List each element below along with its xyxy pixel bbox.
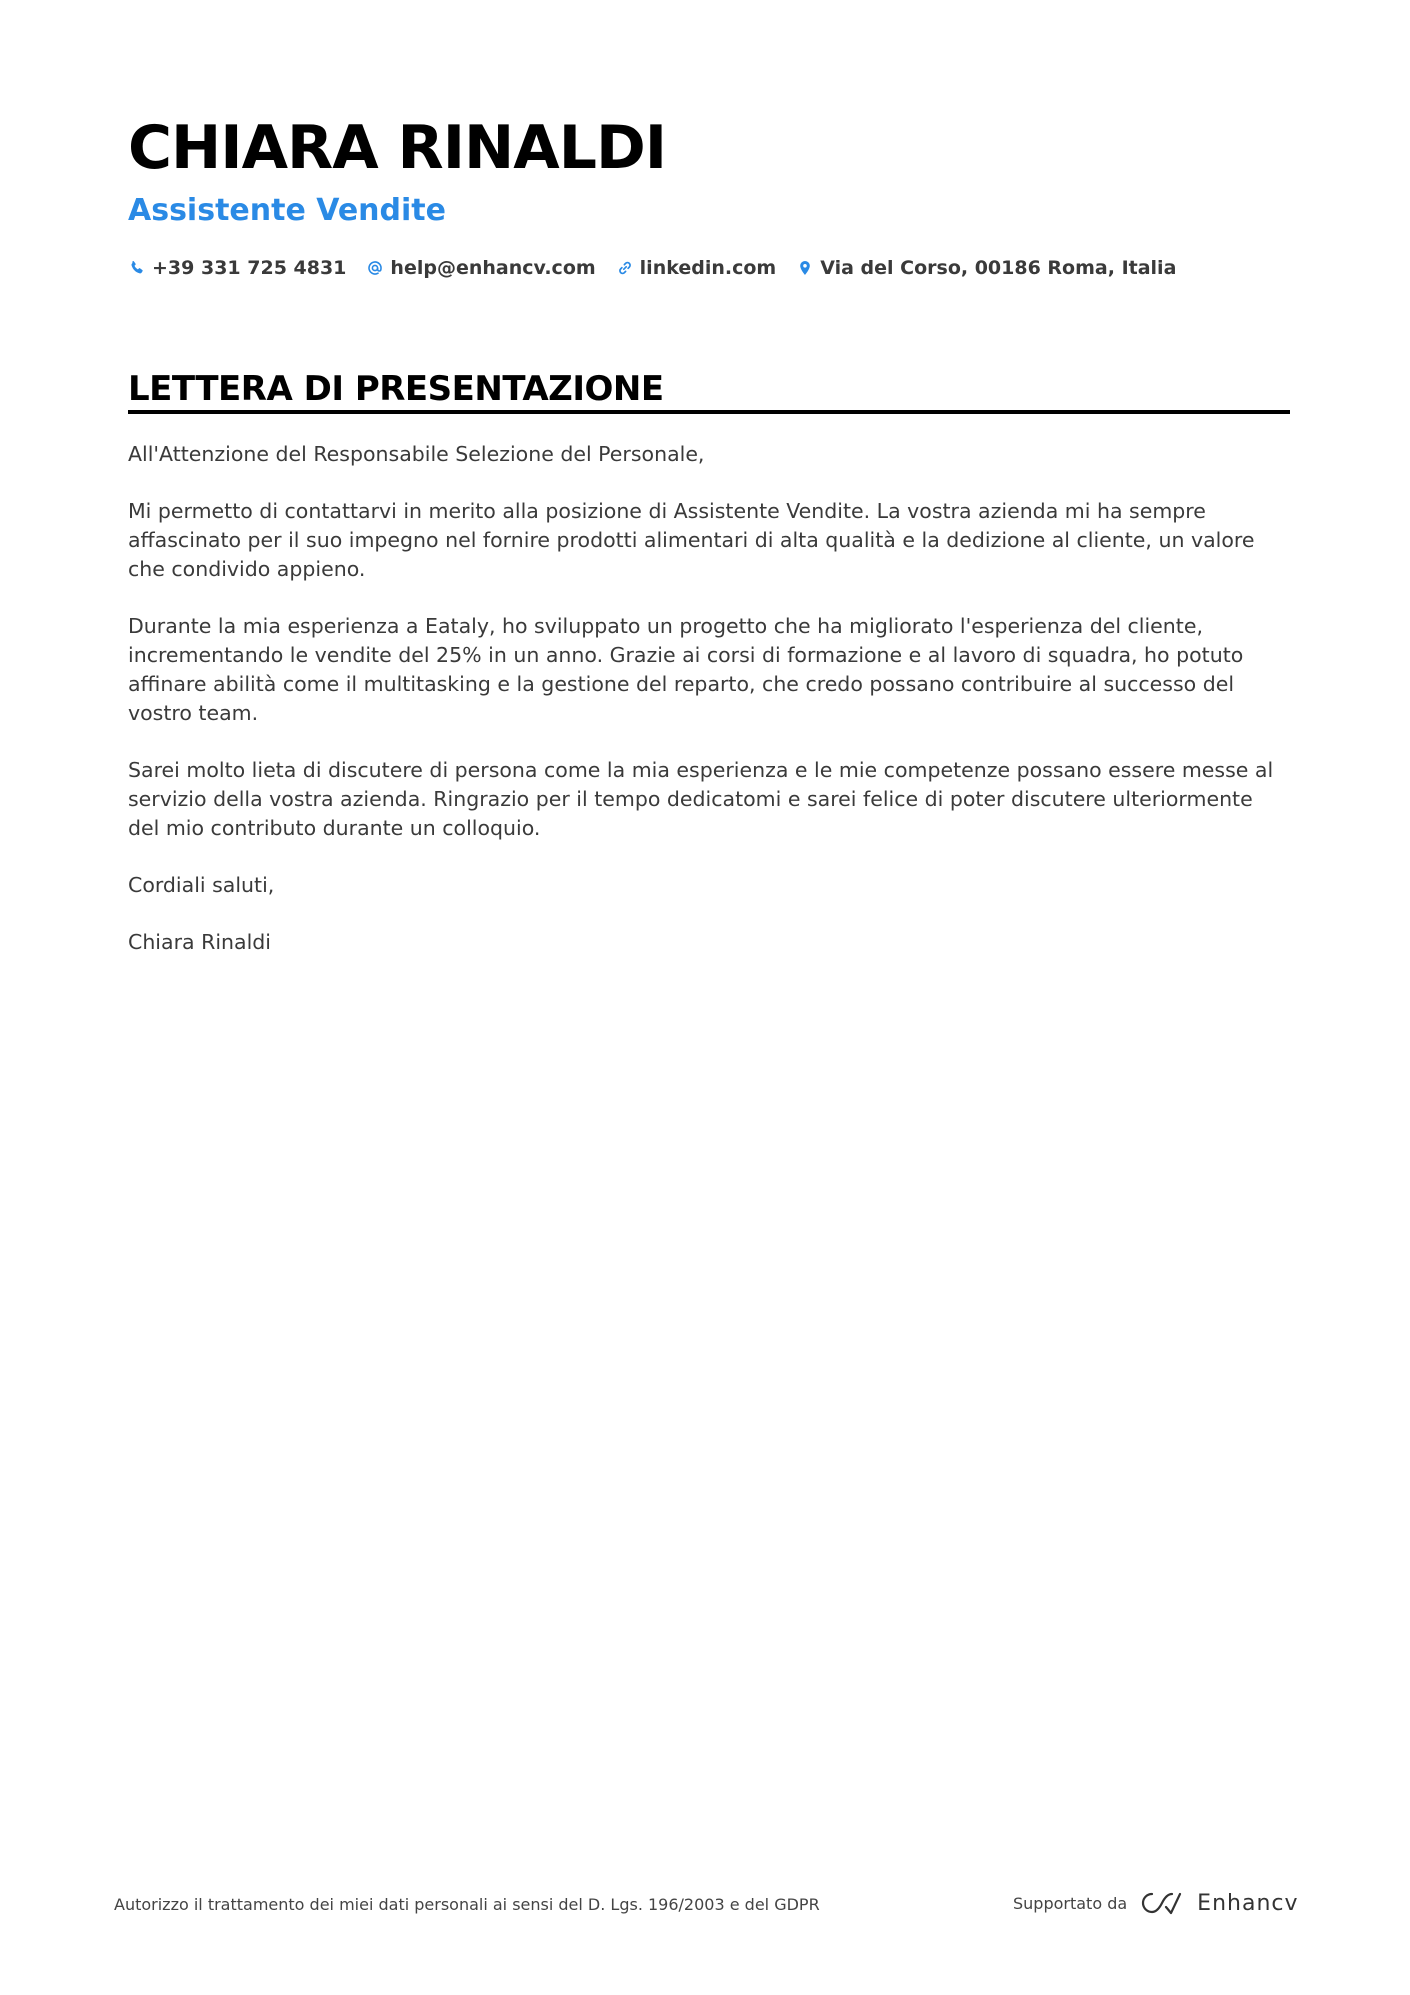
contact-linkedin[interactable] [616,257,777,279]
contact-email[interactable] [366,257,595,279]
contact-linkedin-text: linkedin.com [639,257,777,279]
contact-address [796,257,1176,279]
enhancv-logo-text: Enhancv [1197,1890,1299,1916]
contact-phone[interactable] [128,257,346,279]
contact-bar [128,252,1196,284]
contact-email-text: help@enhancv.com [390,257,596,279]
enhancv-logo-icon [1139,1890,1185,1916]
letter-body [128,440,1290,985]
privacy-consent-note: Autorizzo il trattamento dei miei dati personali ai sensi del D. Lgs. 196/2003 e del GDPR [114,1895,820,1914]
letter-closing: Cordiali saluti, [128,873,275,897]
letter-paragraph: Mi permetto di contattarvi in merito alla posizione di Assistente Vendite. La vostra azienda mi ha sempre affascinato per il suo impegno nel fornire prodotti alimentari di alta qualità e la dedizione al cliente, un valore che condivido appieno. [128,499,1255,581]
candidate-name: CHIARA RINALDI [128,113,667,183]
powered-by-brand[interactable] [1013,1886,1299,1920]
location-pin-icon [796,259,814,277]
contact-address-text: Via del Corso, 00186 Roma, Italia [820,257,1177,279]
letter-signature: Chiara Rinaldi [128,930,271,954]
powered-by-label: Supportato da [1013,1893,1128,1913]
contact-phone-text: +39 331 725 4831 [152,257,347,279]
section-divider [128,410,1290,414]
letter-paragraph: Sarei molto lieta di discutere di persona come la mia esperienza e le mie competenze possano essere messe al servizio della vostra azienda. Ringrazio per il tempo dedicatomi e sarei felice di poter discutere ulteriormente del mio contributo durante un colloquio. [128,758,1274,840]
candidate-title: Assistente Vendite [128,193,446,228]
link-icon [616,259,634,277]
letter-paragraph: Durante la mia esperienza a Eataly, ho sviluppato un progetto che ha migliorato l'esperienza del cliente, incrementando le vendite del 25% in un anno. Grazie ai corsi di formazione e al lavoro di squadra, ho potuto affinare abilità come il multitasking e la gestione del reparto, che credo possano contribuire al successo del vostro team. [128,614,1244,725]
at-icon [366,259,384,277]
section-title: LETTERA DI PRESENTAZIONE [128,369,664,409]
phone-icon [128,259,146,277]
letter-greeting: All'Attenzione del Responsabile Selezione del Personale, [128,442,705,466]
